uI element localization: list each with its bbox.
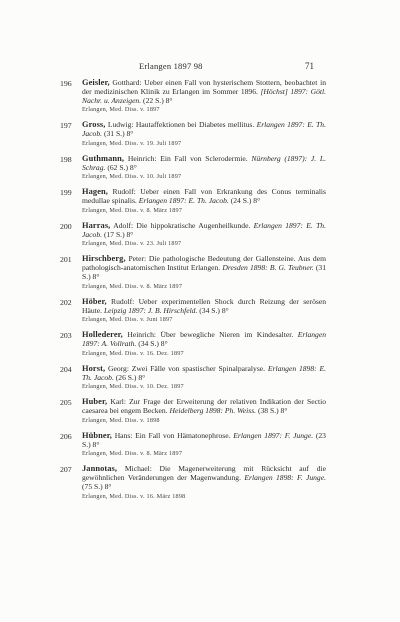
entry-extent: (34 S.) 8° (199, 305, 229, 315)
entry-author: Hübner, (82, 430, 112, 440)
entry-title: Gotthard: Ueber einen Fall von hysterischem Stottern, beobachtet in der medizinischen Klinik zu Erlangen im Sommer 1896. (82, 78, 326, 96)
entry-body (82, 331, 326, 349)
entry-dissertation-note: Erlangen, Med. Diss. v. 8. März 1897 (82, 282, 183, 290)
bibliography-entry (60, 432, 326, 458)
entry-body (82, 255, 326, 282)
entry-title: Karl: Zur Frage der Erweiterung der relativen Indikation der Sectio caesarea bei engem Becken. (82, 397, 326, 416)
entry-body (82, 432, 326, 450)
entry-dissertation-note: Erlangen, Med. Diss. v. 16. März 1898 (82, 492, 186, 500)
entry-dissertation-note: Erlangen, Med. Diss. v. 10. Juli 1897 (82, 173, 182, 181)
entry-dissertation-note: Erlangen, Med. Diss. v. 1898 (82, 416, 160, 424)
page-number: 71 (305, 61, 314, 71)
entry-number: 207 (60, 465, 72, 475)
entry-imprint: Erlangen 1897: E. Th. Jacob. (138, 196, 229, 206)
entry-title: Hans: Ein Fall von Hämatonephrose. (114, 430, 231, 440)
entry-body (82, 398, 326, 416)
entry-extent: (31 S.) 8° (103, 129, 134, 139)
entry-author: Geisler, (82, 78, 110, 87)
entry-author: Gross, (82, 120, 106, 130)
entry-author: Guthmann, (82, 153, 125, 163)
entry-imprint: Erlangen 1897: F. Junge. (233, 430, 314, 440)
entry-extent: (38 S.) 8° (257, 406, 288, 416)
entry-body (82, 188, 326, 206)
bibliography-entry (60, 298, 326, 324)
entry-imprint: Erlangen 1897: E. Th. Jacob. (82, 220, 326, 239)
entry-body (82, 79, 326, 106)
entry-author: Höber, (82, 296, 107, 306)
entry-dissertation-note: Erlangen, Med. Diss. v. 10. Dez. 1897 (82, 383, 184, 391)
entry-dissertation-note: Erlangen, Med. Diss. v. 16. Dez. 1897 (82, 349, 184, 357)
entry-extent: (26 S.) 8° (115, 372, 146, 382)
entry-dissertation-note: Erlangen, Med. Diss. v. 1897 (82, 106, 160, 114)
entry-author: Horst, (82, 363, 106, 373)
bibliography-entry (60, 465, 326, 500)
entry-imprint: Heidelberg 1898: Ph. Weiss. (169, 406, 257, 416)
bibliography-entry (60, 331, 326, 357)
bibliography-entry (60, 188, 326, 214)
entry-imprint: Erlangen 1897: A. Vollrath. (82, 330, 326, 349)
entry-number: 206 (60, 431, 72, 441)
entry-extent: (17 S.) 8° (103, 229, 134, 239)
entry-body (82, 298, 326, 316)
entry-title: Ludwig: Hautaffektionen bei Diabetes mellitus. (107, 120, 255, 130)
entry-number: 204 (60, 364, 72, 374)
entry-extent: (75 S.) 8° (82, 482, 112, 492)
entry-title: Peter: Die pathologische Bedeutung der Gallensteine. Aus dem pathologisch-anatomischen Institut Erlangen. (82, 254, 326, 273)
entry-number: 203 (60, 331, 72, 341)
entry-number: 205 (60, 398, 72, 408)
entry-imprint: Nürnberg (1897): J. L. Schrag. (82, 153, 326, 172)
entry-extent: (22 S.) 8° (143, 95, 173, 105)
entry-extent: (23 S.) 8° (82, 430, 326, 449)
entry-author: Hirschberg, (82, 254, 126, 264)
bibliography-entry (60, 121, 326, 147)
entry-dissertation-note: Erlangen, Med. Diss. v. 8. März 1897 (82, 450, 183, 458)
entry-dissertation-note: Erlangen, Med. Diss. v. 8. März 1897 (82, 206, 183, 214)
entry-number: 201 (60, 255, 72, 265)
entry-dissertation-note: Erlangen, Med. Diss. v. 23. Juli 1897 (82, 240, 182, 248)
bibliography-entry (60, 365, 326, 391)
entry-extent: (31 S.) 8° (82, 263, 326, 282)
running-head (0, 61, 400, 75)
entry-title: Adolf: Die hippokratische Augenheilkunde. (113, 220, 251, 230)
entry-extent: (24 S.) 8° (230, 196, 261, 206)
entry-body (82, 465, 326, 492)
entry-title: Heinrich: Ein Fall von Sclerodermie. (127, 153, 248, 163)
entry-author: Hollederer, (82, 330, 123, 340)
entry-imprint: Dresden 1898: B. G. Teubner. (222, 263, 314, 273)
entry-body (82, 121, 326, 139)
entry-title: Heinrich: Über bewegliche Nieren im Kindesalter. (127, 330, 294, 340)
bibliography-list (60, 79, 326, 508)
entry-imprint: [Höchst] 1897: Götl. Nachr. u. Anzeigen. (82, 86, 326, 105)
bibliography-entry (60, 79, 326, 114)
entry-number: 198 (60, 154, 72, 164)
entry-title: Georg: Zwei Fälle von spastischer Spinalparalyse. (107, 363, 266, 373)
entry-dissertation-note: Erlangen, Med. Diss. v. Juni 1897 (82, 316, 173, 324)
running-title: Erlangen 1897 98 (139, 61, 203, 71)
entry-body (82, 365, 326, 383)
entry-imprint: Erlangen 1898: F. Junge. (244, 473, 327, 483)
entry-number: 200 (60, 221, 72, 231)
entry-title: Rudolf: Ueber experimentellen Shock durch Reizung der serösen Häute. (82, 296, 326, 315)
entry-number: 196 (60, 79, 72, 88)
entry-title: Rudolf: Ueber einen Fall von Erkrankung des Conus terminalis medullae spinalis. (82, 187, 326, 206)
entry-imprint: Erlangen 1898: E. Th. Jacob. (82, 363, 326, 382)
entry-number: 197 (60, 121, 72, 131)
entry-title: Michael: Die Magenerweiterung mit Rücksicht auf die gewöhnlichen Veränderungen der Magenwandung. (82, 464, 326, 483)
entry-body (82, 155, 326, 173)
entry-number: 199 (60, 188, 72, 198)
entry-imprint: Erlangen 1897: E. Th. Jacob. (82, 120, 326, 139)
entry-dissertation-note: Erlangen, Med. Diss. v. 19. Juli 1897 (82, 139, 182, 147)
entry-author: Jannotas, (82, 464, 118, 474)
bibliography-entry (60, 155, 326, 181)
entry-body (82, 222, 326, 240)
bibliography-entry (60, 255, 326, 290)
bibliography-entry (60, 398, 326, 424)
entry-author: Hagen, (82, 187, 108, 197)
entry-extent: (34 S.) 8° (138, 339, 168, 349)
bibliography-entry (60, 222, 326, 248)
entry-extent: (62 S.) 8° (107, 162, 137, 172)
entry-author: Harras, (82, 220, 111, 230)
entry-imprint: Leipzig 1897: J. B. Hirschfeld. (103, 305, 198, 315)
entry-author: Huber, (82, 397, 108, 407)
entry-number: 202 (60, 297, 72, 307)
